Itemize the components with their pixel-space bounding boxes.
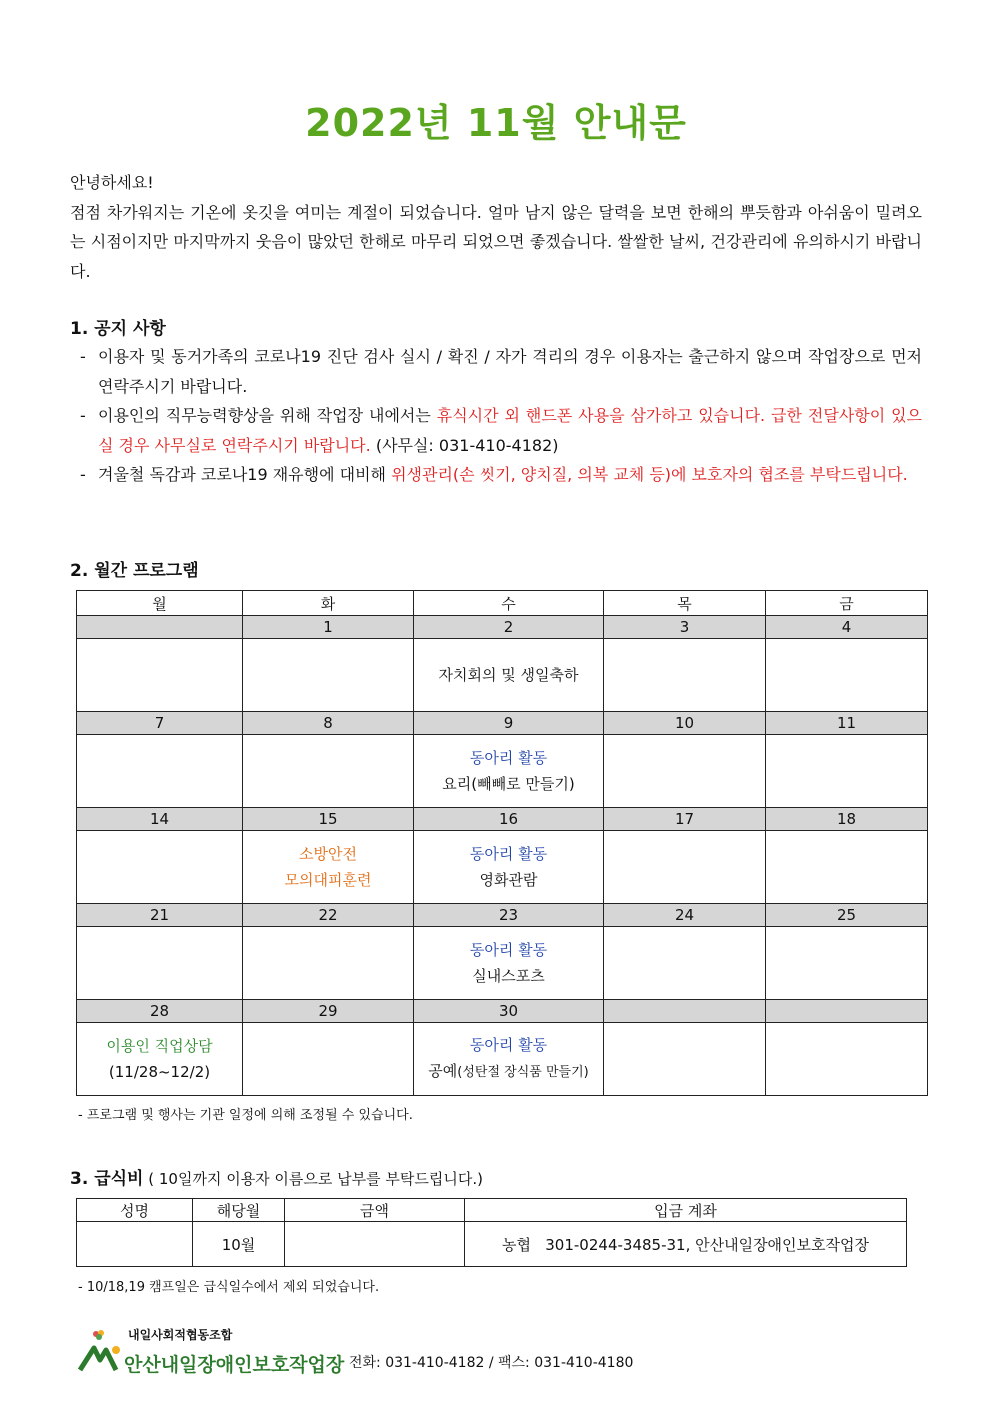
notice-item: [80, 342, 922, 401]
date-cell: 11: [766, 712, 928, 735]
event-cell: [77, 927, 243, 1000]
day-header: 수: [414, 591, 604, 616]
date-row: [77, 616, 928, 639]
notice-item: [80, 401, 922, 460]
organization-logo-icon: [76, 1328, 122, 1374]
event-text: [414, 1058, 603, 1086]
date-cell: 7: [77, 712, 243, 735]
day-header: 화: [243, 591, 414, 616]
office-phone: (사무실: 031-410-4182): [370, 435, 559, 455]
meal-fee-table: [76, 1198, 907, 1267]
amount-cell: [285, 1222, 465, 1267]
date-cell: [766, 1000, 928, 1023]
event-cell: [77, 1023, 243, 1096]
event-cell: [604, 1023, 766, 1096]
event-cell: [604, 639, 766, 712]
event-row: [77, 735, 928, 808]
club-label: 동아리 활동: [469, 1036, 548, 1054]
day-header: 금: [766, 591, 928, 616]
date-cell: 8: [243, 712, 414, 735]
craft-label: 공예: [428, 1062, 458, 1080]
date-cell: 29: [243, 1000, 414, 1023]
event-cell: [77, 639, 243, 712]
meal-header: 성명: [77, 1199, 193, 1222]
date-cell: 14: [77, 808, 243, 831]
club-label: 동아리 활동: [469, 941, 548, 959]
event-row: [77, 639, 928, 712]
event-cell: [414, 735, 604, 808]
safety-event-label: 모의대피훈련: [284, 871, 372, 889]
club-label: 동아리 활동: [469, 845, 548, 863]
event-text: 영화관람: [479, 871, 538, 889]
date-cell: 24: [604, 904, 766, 927]
notice-text: 겨울철 독감과 코로나19 재유행에 대비해: [98, 465, 392, 484]
meal-heading-note: ( 10일까지 이용자 이름으로 납부를 부탁드립니다.): [143, 1170, 483, 1188]
date-cell: [604, 1000, 766, 1023]
event-cell: [77, 831, 243, 904]
event-cell: [414, 1023, 604, 1096]
event-cell: [243, 639, 414, 712]
notice-item: [80, 460, 922, 490]
date-cell: 17: [604, 808, 766, 831]
date-cell: 1: [243, 616, 414, 639]
date-row: [77, 808, 928, 831]
day-header: 목: [604, 591, 766, 616]
event-cell: [766, 735, 928, 808]
event-cell: [766, 639, 928, 712]
event-cell: [766, 831, 928, 904]
program-note: - 프로그램 및 행사는 기관 일정에 의해 조정될 수 있습니다.: [78, 1108, 413, 1123]
event-cell: [766, 1023, 928, 1096]
event-cell: [604, 831, 766, 904]
workshop-name: 안산내일장애인보호작업장: [124, 1354, 345, 1376]
date-cell: 30: [414, 1000, 604, 1023]
craft-detail: (성탄절 장식품 만들기): [457, 1065, 589, 1080]
day-header: 월: [77, 591, 243, 616]
event-row: [77, 831, 928, 904]
meal-header-row: [77, 1199, 907, 1222]
notice-list: [80, 342, 922, 490]
date-cell: 23: [414, 904, 604, 927]
account-cell: 농협 301-0244-3485-31, 안산내일장애인보호작업장: [465, 1222, 907, 1267]
event-cell: [243, 735, 414, 808]
weekday-header-row: [77, 591, 928, 616]
date-cell: 16: [414, 808, 604, 831]
date-cell: 3: [604, 616, 766, 639]
date-cell: 2: [414, 616, 604, 639]
event-text: 실내스포츠: [472, 967, 545, 985]
program-heading: 2. 월간 프로그램: [70, 561, 199, 581]
meal-header: 금액: [285, 1199, 465, 1222]
event-text: 자치회의 및 생일축하: [438, 666, 579, 684]
month-cell: 10월: [193, 1222, 285, 1267]
event-cell: [414, 639, 604, 712]
event-cell: [243, 831, 414, 904]
event-cell: [243, 927, 414, 1000]
notice-text: 이용인의 직무능력향상을 위해 작업장 내에서는: [98, 406, 437, 425]
greeting: 안녕하세요!: [70, 173, 154, 192]
event-cell: [604, 735, 766, 808]
bullet-dash: -: [80, 465, 86, 484]
event-cell: [766, 927, 928, 1000]
meal-row: [77, 1222, 907, 1267]
date-cell: 9: [414, 712, 604, 735]
bullet-dash: -: [80, 406, 86, 425]
date-cell: 4: [766, 616, 928, 639]
event-cell: [604, 927, 766, 1000]
date-cell: 28: [77, 1000, 243, 1023]
date-row: [77, 712, 928, 735]
date-cell: 10: [604, 712, 766, 735]
club-label: 동아리 활동: [469, 749, 548, 767]
event-cell: [414, 927, 604, 1000]
event-row: [77, 927, 928, 1000]
intro-body: 점점 차가워지는 기온에 옷깃을 여미는 계절이 되었습니다. 얼마 남지 않은 달력을 보면 한해의 뿌듯함과 아쉬움이 밀려오는 시점이지만 마지막까지 웃음이 많았던 한해로 마무리 되었으면 좋겠습니다. 쌀쌀한 날씨, 건강관리에 유의하시기 바랍니다.: [70, 202, 922, 281]
bullet-dash: -: [80, 347, 86, 366]
date-cell: 22: [243, 904, 414, 927]
meal-note: - 10/18,19 캠프일은 급식일수에서 제외 되었습니다.: [78, 1280, 380, 1295]
event-cell: [77, 735, 243, 808]
safety-event-label: 소방안전: [299, 845, 357, 863]
notice-highlight: 휴식시간 외 핸드폰 사용을 삼가하고 있습니다. 급한 전달사항이 있으실 경우 사무실로 연락주시기 바랍니다.: [98, 406, 922, 455]
date-cell: 15: [243, 808, 414, 831]
notice-highlight: 위생관리(손 씻기, 양치질, 의복 교체 등)에 보호자의 협조를 부탁드립니다.: [391, 465, 908, 484]
event-row: [77, 1023, 928, 1096]
notice-text: 이용자 및 동거가족의 코로나19 진단 검사 실시 / 확진 / 자가 격리의 경우 이용자는 출근하지 않으며 작업장으로 먼저 연락주시기 바랍니다.: [98, 347, 922, 396]
notice-heading: 1. 공지 사항: [70, 319, 166, 339]
date-cell: 18: [766, 808, 928, 831]
event-cell: [414, 831, 604, 904]
footer: [76, 1320, 936, 1380]
date-cell: 25: [766, 904, 928, 927]
event-cell: [243, 1023, 414, 1096]
meal-heading: [70, 1164, 483, 1189]
contact-info: 전화: 031-410-4182 / 팩스: 031-410-4180: [349, 1355, 634, 1371]
date-row: [77, 1000, 928, 1023]
date-row: [77, 904, 928, 927]
intro-section: [70, 168, 922, 286]
page-title: 2022년 11월 안내문: [305, 101, 687, 145]
cooperative-name: 내일사회적협동조합: [128, 1328, 233, 1342]
name-cell: [77, 1222, 193, 1267]
event-period: (11/28~12/2): [108, 1063, 211, 1081]
meal-header: 입금 계좌: [465, 1199, 907, 1222]
monthly-calendar: [76, 590, 928, 1096]
counsel-event-label: 이용인 직업상담: [106, 1037, 213, 1055]
event-text: 요리(빼빼로 만들기): [442, 775, 575, 793]
date-cell: 21: [77, 904, 243, 927]
date-cell: [77, 616, 243, 639]
meal-header: 해당월: [193, 1199, 285, 1222]
meal-heading-title: 3. 급식비: [70, 1169, 144, 1189]
